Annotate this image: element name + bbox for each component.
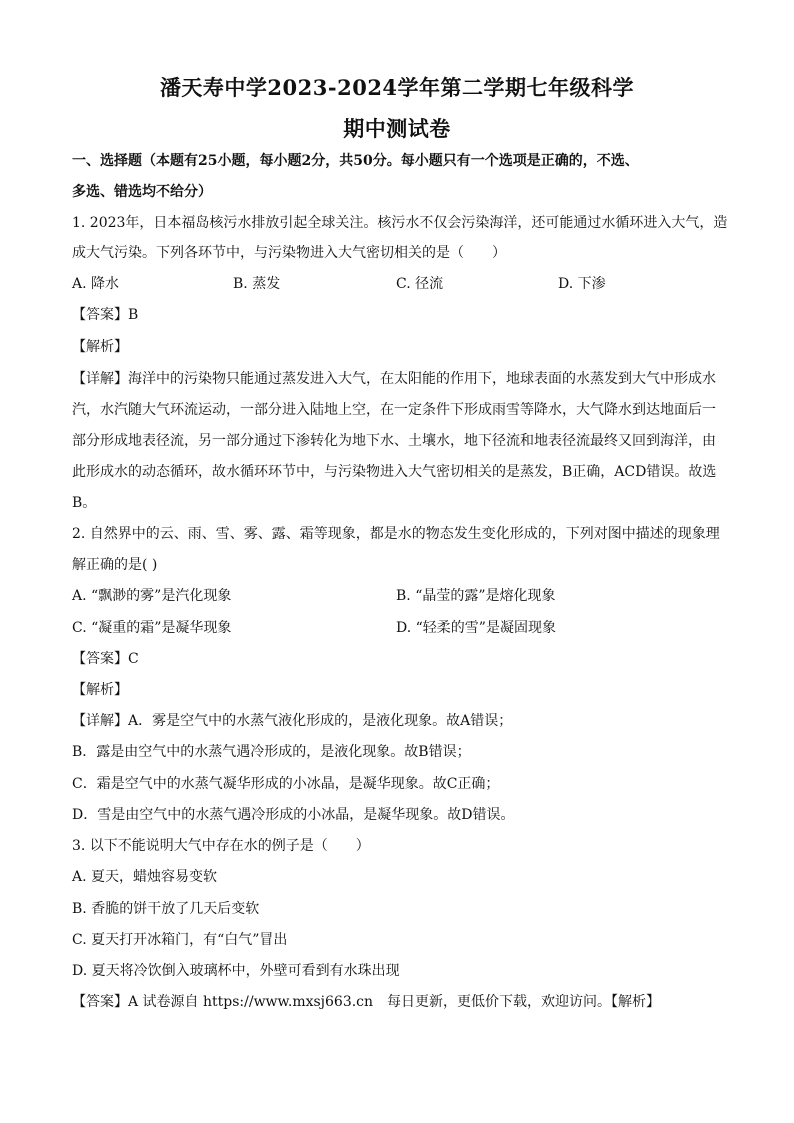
section-heading-cont: 多选、错选均不给分）: [72, 184, 212, 200]
q2-option-c: C. “凝重的霜”是凝华现象: [72, 620, 232, 636]
section-heading: 一、选择题（本题有25小题，每小题2分，共50分。每小题只有一个选项是正确的，不选、: [72, 153, 639, 169]
q3-option-d: D. 夏天将冷饮倒入玻璃杯中，外壁可看到有水珠出现: [72, 963, 400, 979]
question-1-stem: 1. 2023年，日本福岛核污水排放引起全球关注。核污水不仅会污染海洋，还可能通过水循环进入大气，造: [72, 215, 728, 231]
q1-detail-line: 汽，水汽随大气环流运动，一部分进入陆地上空，在一定条件下形成雨雪等降水，大气降水到达地面后一: [72, 402, 716, 418]
q2-detail-line: 【详解】A．雾是空气中的水蒸气液化形成的，是液化现象。故A错误；: [72, 713, 513, 729]
q1-detail-line: 【详解】海洋中的污染物只能通过蒸发进入大气，在太阳能的作用下，地球表面的水蒸发到大气中形成水: [72, 371, 716, 387]
q1-option-d: D. 下渗: [558, 276, 606, 292]
q1-detail-line: 此形成水的动态循环，故水循环环节中，与污染物进入大气密切相关的是蒸发，B正确，ACD错误。故选: [72, 464, 717, 480]
q2-analysis-label: 【解析】: [72, 682, 128, 698]
q1-detail-line: 部分形成地表径流，另一部分通过下渗转化为地下水、土壤水，地下径流和地表径流最终又回到海洋，由: [72, 433, 716, 449]
q3-option-c: C. 夏天打开冰箱门，有“白气”冒出: [72, 932, 288, 948]
question-2-stem: 2. 自然界中的云、雨、雪、雾、露、霜等现象，都是水的物态发生变化形成的，下列对图中描述的现象理: [72, 526, 720, 542]
q2-detail-line: B．露是由空气中的水蒸气遇冷形成的，是液化现象。故B错误；: [72, 744, 471, 760]
q1-option-a: A. 降水: [72, 276, 120, 292]
question-1-stem-cont: 成大气污染。下列各环节中，与污染物进入大气密切相关的是（ ）: [72, 245, 506, 261]
q1-detail-line: B。: [72, 495, 97, 511]
question-2-stem-cont: 解正确的是( ): [72, 557, 158, 573]
q3-option-a: A. 夏天，蜡烛容易变软: [72, 869, 218, 885]
question-3-stem: 3. 以下不能说明大气中存在水的例子是（ ）: [72, 838, 370, 854]
q2-option-d: D. “轻柔的雪”是凝固现象: [396, 620, 556, 636]
q3-answer: 【答案】A 试卷源自 https://www.mxsj663.cn 每日更新，更低价下载，欢迎访问。【解析】: [72, 994, 661, 1010]
q2-option-b: B. “晶莹的露”是熔化现象: [396, 588, 556, 604]
page-subtitle: 期中测试卷: [343, 116, 451, 141]
q1-option-c: C. 径流: [396, 276, 444, 292]
q1-option-b: B. 蒸发: [233, 276, 281, 292]
q2-option-a: A. “飘渺的雾”是汽化现象: [72, 588, 232, 604]
page-title: 潘天寿中学2023-2024学年第二学期七年级科学: [159, 75, 635, 100]
q1-analysis-label: 【解析】: [72, 339, 128, 355]
q2-detail-line: C．霜是空气中的水蒸气凝华形成的小冰晶，是凝华现象。故C正确；: [72, 776, 500, 792]
q1-answer: 【答案】B: [72, 307, 139, 323]
q2-answer: 【答案】C: [72, 651, 139, 667]
q2-detail-line: D．雪是由空气中的水蒸气遇冷形成的小冰晶，是凝华现象。故D错误。: [72, 807, 515, 823]
q3-option-b: B. 香脆的饼干放了几天后变软: [72, 901, 260, 917]
